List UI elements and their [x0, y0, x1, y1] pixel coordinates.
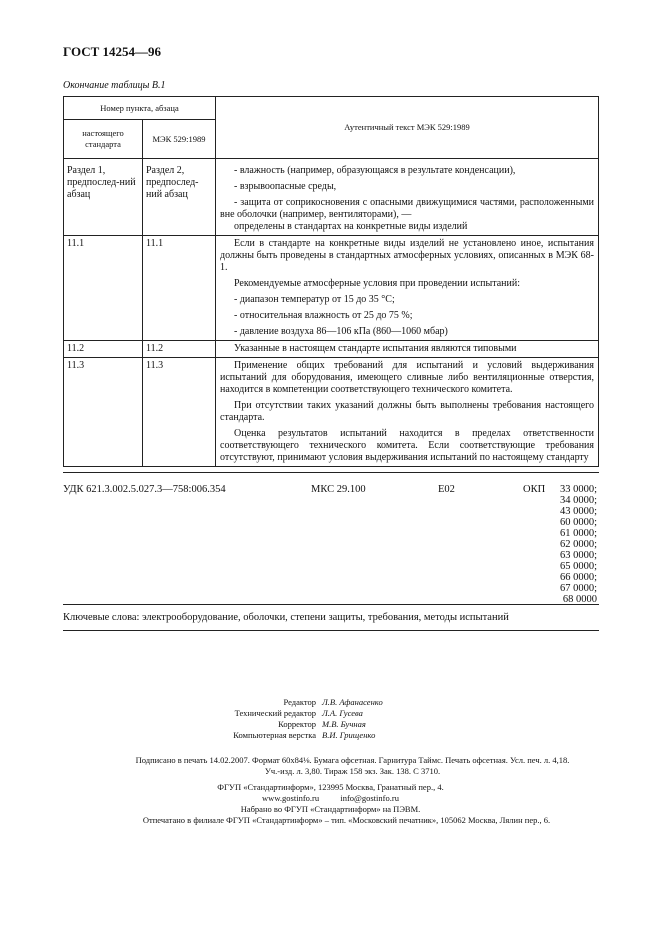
text-line: Если в стандарте на конкретные виды изделий не установлено иное, испытания должны быть проведены в стандартных атмосферных условиях, описанных в МЭК 68-1. — [220, 238, 594, 273]
text-line: При отсутствии таких указаний должны быть выполнены требования настоящего стандарта. — [220, 400, 594, 423]
credit-role: Редактор — [283, 697, 316, 707]
okp-code: 43 0000; — [559, 506, 597, 517]
okp-code: 65 0000; — [559, 561, 597, 572]
divider-bottom — [63, 630, 599, 631]
row-cell-text — [216, 159, 599, 236]
credit-name: Л.А. Гусева — [322, 708, 363, 718]
okp-code: 62 0000; — [559, 539, 597, 550]
imprint-line-3: Набрано во ФГУП «Стандартинформ» на ПЭВМ. — [240, 804, 421, 814]
okp-label: ОКП — [523, 484, 546, 495]
table-row — [64, 159, 599, 236]
credit-row — [0, 708, 661, 719]
text-line: - относительная влажность от 25 до 75 %; — [234, 310, 413, 321]
imprint-line-1: ФГУП «Стандартинформ», 123995 Москва, Гранатный пер., 4. — [217, 782, 444, 792]
row-cell-text — [216, 341, 599, 358]
okp-codes — [523, 484, 597, 605]
row-cell-iec: 11.3 — [143, 358, 216, 467]
head-group: Номер пункта, абзаца — [64, 97, 216, 120]
text-line: - защита от соприкосновения с опасными движущимися частями, расположенными вне оболочки (например, вентиляторами), — — [220, 197, 594, 220]
divider-top — [63, 472, 599, 473]
row-cell-std: 11.3 — [64, 358, 143, 467]
credit-role: Компьютерная верстка — [233, 730, 316, 740]
okp-code: 61 0000; — [559, 528, 597, 539]
okp-list — [523, 484, 597, 605]
document-header: ГОСТ 14254—96 — [63, 44, 162, 59]
row-cell-std: Раздел 1, предпослед-ний абзац — [64, 159, 143, 236]
credit-row — [0, 719, 661, 730]
row-cell-std: 11.2 — [64, 341, 143, 358]
table-caption: Окончание таблицы В.1 — [63, 80, 166, 91]
head-col2: МЭК 529:1989 — [143, 120, 216, 159]
okp-code: 34 0000; — [559, 495, 597, 506]
table-row — [64, 236, 599, 341]
row-cell-text — [216, 358, 599, 467]
row-cell-std: 11.1 — [64, 236, 143, 341]
row-cell-iec: 11.2 — [143, 341, 216, 358]
text-line: Рекомендуемые атмосферные условия при проведении испытаний: — [234, 278, 520, 289]
table-row — [64, 341, 599, 358]
divider-keywords — [63, 604, 599, 605]
okp-code: 33 0000; — [559, 484, 597, 495]
credit-name: Л.В. Афанасенко — [322, 697, 383, 707]
credit-role: Технический редактор — [234, 708, 316, 718]
okp-code: 67 0000; — [559, 583, 597, 594]
okp-code: 68 0000 — [562, 594, 597, 605]
credit-name: М.В. Бучная — [322, 719, 366, 729]
text-line: - влажность (например, образующаяся в результате конденсации), — [234, 165, 516, 176]
text-line: Указанные в настоящем стандарте испытания являются типовыми — [234, 343, 517, 354]
text-line: определены в стандартах на конкретные виды изделий — [234, 221, 468, 232]
imprint-line-4: Отпечатано в филиале ФГУП «Стандартинформ» – тип. «Московский печатник», 105062 Москва, Лялин пер., 6. — [142, 815, 551, 825]
text-line: - давление воздуха 86—106 кПа (860—1060 мбар) — [234, 326, 448, 337]
publishing-line-1: Подписано в печать 14.02.2007. Формат 60х84⅛. Бумага офсетная. Гарнитура Таймс. Печать офсетная. Усл. печ. л. 4,18. — [135, 755, 570, 765]
keywords: Ключевые слова: электрооборудование, оболочки, степени защиты, требования, методы испытаний — [63, 612, 509, 623]
udk-code: УДК 621.3.002.5.027.3—758:006.354 — [63, 484, 226, 495]
imprint-line-2: www.gostinfo.ru info@gostinfo.ru — [262, 793, 399, 803]
credit-row — [0, 730, 661, 741]
okp-code: 66 0000; — [559, 572, 597, 583]
text-line: - взрывоопасные среды, — [234, 181, 337, 192]
credit-role: Корректор — [278, 719, 316, 729]
mks-code: МКС 29.100 — [311, 484, 366, 495]
row-cell-iec: 11.1 — [143, 236, 216, 341]
row-cell-text — [216, 236, 599, 341]
publishing-line-2: Уч.-изд. л. 3,80. Тираж 158 экз. Зак. 138. С 3710. — [264, 766, 441, 776]
head-col1: настоящего стандарта — [64, 120, 143, 159]
head-col3: Аутентичный текст МЭК 529:1989 — [216, 97, 599, 159]
table-head-row-1 — [64, 97, 599, 120]
credit-name: В.И. Грищенко — [322, 730, 376, 740]
comparison-table — [63, 96, 599, 467]
e-code: E02 — [438, 484, 455, 495]
okp-code: 63 0000; — [559, 550, 597, 561]
row-cell-iec: Раздел 2, предпослед-ний абзац — [143, 159, 216, 236]
credits-block — [0, 697, 661, 741]
text-line: Применение общих требований для испытаний и условий выдерживания испытаний для оборудования, имеющего сливные либо вентиляционные отверстия, находится в компетенции соответствующего технического комитета. — [220, 360, 594, 395]
credit-row — [0, 697, 661, 708]
text-line: Оценка результатов испытаний находится в пределах ответственности соответствующего технического комитета. Если соответствующие требования отсутствуют, принимают условия выдерживания испытаний по настоящему стандарту — [220, 428, 594, 463]
okp-code: 60 0000; — [559, 517, 597, 528]
table-row — [64, 358, 599, 467]
text-line: - диапазон температур от 15 до 35 °С; — [234, 294, 395, 305]
